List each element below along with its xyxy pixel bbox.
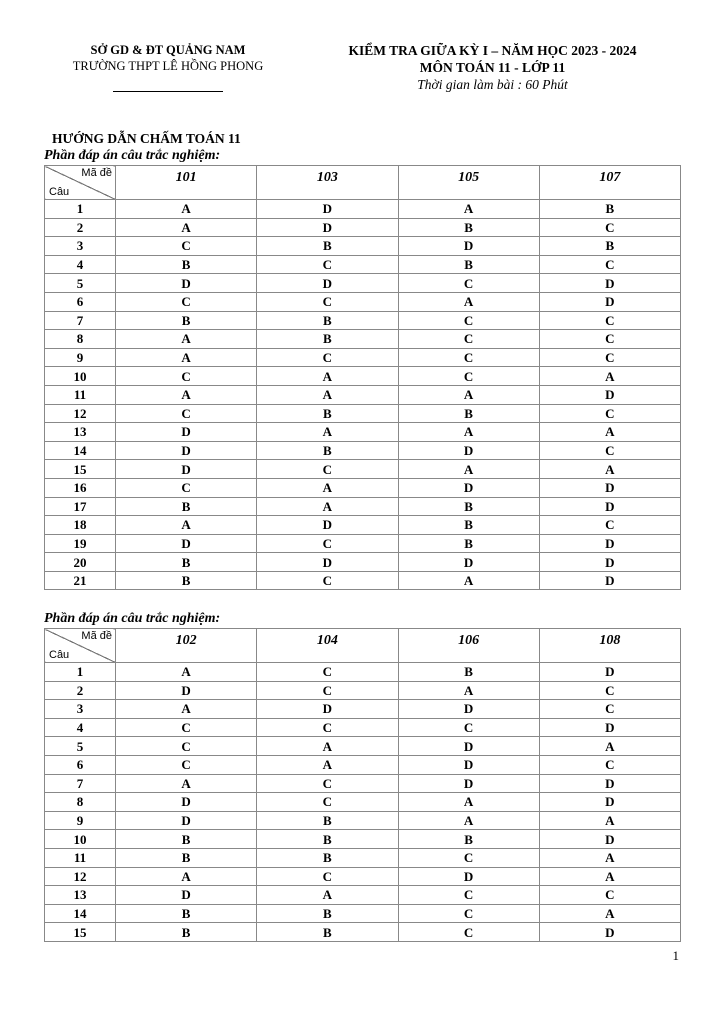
answer-cell: B (116, 497, 257, 516)
answer-cell: C (398, 274, 539, 293)
table-row (45, 255, 681, 274)
answer-cell: C (398, 848, 539, 867)
answer-cell: B (257, 330, 398, 349)
table-row (45, 830, 681, 849)
table-row (45, 867, 681, 886)
answer-cell: D (116, 534, 257, 553)
exam-code-header: 107 (539, 166, 680, 200)
answer-cell: C (539, 255, 680, 274)
answer-cell: A (116, 774, 257, 793)
answer-cell: B (116, 848, 257, 867)
answer-cell: C (257, 681, 398, 700)
answer-cell: C (116, 367, 257, 386)
question-number: 9 (45, 811, 116, 830)
answer-cell: C (539, 886, 680, 905)
answer-cell: C (398, 904, 539, 923)
answer-cell: D (257, 516, 398, 535)
answer-cell: C (257, 718, 398, 737)
answer-cell: C (257, 663, 398, 682)
question-number: 3 (45, 700, 116, 719)
answer-cell: B (257, 904, 398, 923)
question-number: 6 (45, 755, 116, 774)
answer-cell: B (116, 923, 257, 942)
answer-cell: B (257, 404, 398, 423)
answer-cell: A (539, 737, 680, 756)
answer-cell: C (257, 255, 398, 274)
answer-cell: D (539, 718, 680, 737)
table-row (45, 755, 681, 774)
answer-cell: A (398, 571, 539, 590)
exam-code-header: 108 (539, 629, 680, 663)
answer-cell: D (398, 774, 539, 793)
table-row (45, 497, 681, 516)
answer-cell: C (539, 348, 680, 367)
answer-cell: B (257, 311, 398, 330)
answer-cell: D (398, 441, 539, 460)
answer-cell: D (539, 663, 680, 682)
answer-cell: B (539, 237, 680, 256)
department-name: SỞ GD & ĐT QUẢNG NAM (90, 43, 246, 57)
question-number: 7 (45, 774, 116, 793)
exam-code-header: 105 (398, 166, 539, 200)
answer-cell: D (539, 274, 680, 293)
header-divider (113, 91, 223, 92)
answer-cell: C (539, 330, 680, 349)
answer-cell: C (116, 737, 257, 756)
answer-cell: B (398, 255, 539, 274)
question-number: 11 (45, 385, 116, 404)
answer-cell: A (257, 886, 398, 905)
table-row (45, 311, 681, 330)
answer-cell: D (398, 700, 539, 719)
answer-cell: D (116, 793, 257, 812)
answer-cell: C (257, 348, 398, 367)
answer-cell: A (116, 218, 257, 237)
question-number: 13 (45, 423, 116, 442)
answer-cell: D (539, 292, 680, 311)
answer-cell: C (116, 755, 257, 774)
question-number: 18 (45, 516, 116, 535)
section-label-1: Phần đáp án câu trắc nghiệm: (44, 148, 221, 163)
answer-cell: A (398, 385, 539, 404)
question-number: 7 (45, 311, 116, 330)
table-row (45, 478, 681, 497)
table-row (45, 404, 681, 423)
answer-cell: D (116, 423, 257, 442)
answer-cell: C (539, 311, 680, 330)
answer-cell: D (257, 700, 398, 719)
table-row (45, 923, 681, 942)
answer-cell: C (398, 330, 539, 349)
exam-duration: Thời gian làm bài : 60 Phút (417, 77, 568, 92)
exam-title: KIỂM TRA GIỮA KỲ I – NĂM HỌC 2023 - 2024 (348, 43, 637, 58)
answer-cell: A (539, 423, 680, 442)
answer-cell: D (398, 755, 539, 774)
table-row (45, 348, 681, 367)
answer-cell: D (539, 830, 680, 849)
answer-cell: A (539, 460, 680, 479)
answer-cell: A (398, 811, 539, 830)
answer-cell: D (539, 774, 680, 793)
corner-cell (45, 166, 116, 200)
answer-cell: D (116, 274, 257, 293)
answer-cell: C (116, 292, 257, 311)
question-number: 16 (45, 478, 116, 497)
answer-cell: A (257, 755, 398, 774)
answer-cell: A (116, 385, 257, 404)
answer-cell: C (257, 534, 398, 553)
answer-cell: C (539, 516, 680, 535)
table-row (45, 534, 681, 553)
answer-cell: B (398, 497, 539, 516)
answer-cell: B (257, 237, 398, 256)
answer-cell: A (257, 367, 398, 386)
question-number: 3 (45, 237, 116, 256)
table-row (45, 700, 681, 719)
question-number: 14 (45, 904, 116, 923)
answer-cell: B (257, 848, 398, 867)
answer-cell: B (398, 516, 539, 535)
answer-cell: A (539, 811, 680, 830)
table-row (45, 663, 681, 682)
question-number: 6 (45, 292, 116, 311)
answer-table-1 (44, 165, 681, 590)
table-header-row (45, 629, 681, 663)
answer-cell: C (398, 348, 539, 367)
question-number: 10 (45, 830, 116, 849)
answer-cell: C (398, 886, 539, 905)
answer-cell: D (539, 793, 680, 812)
answer-cell: B (539, 200, 680, 219)
table-row (45, 571, 681, 590)
answer-cell: A (257, 497, 398, 516)
answer-cell: C (257, 793, 398, 812)
answer-cell: C (539, 681, 680, 700)
answer-cell: A (539, 848, 680, 867)
answer-cell: D (398, 737, 539, 756)
answer-cell: C (398, 923, 539, 942)
answer-cell: A (257, 423, 398, 442)
table-row (45, 460, 681, 479)
table-row (45, 681, 681, 700)
answer-cell: A (398, 460, 539, 479)
answer-cell: D (398, 237, 539, 256)
school-name: TRƯỜNG THPT LÊ HỒNG PHONG (72, 59, 264, 73)
section-label-2: Phần đáp án câu trắc nghiệm: (44, 611, 221, 626)
answer-cell: B (116, 255, 257, 274)
answer-cell: D (116, 441, 257, 460)
table-row (45, 237, 681, 256)
answer-cell: A (116, 330, 257, 349)
code-header-label: Mã đề (81, 630, 112, 642)
answer-cell: A (398, 292, 539, 311)
table-row (45, 367, 681, 386)
question-number: 20 (45, 553, 116, 572)
question-number: 13 (45, 886, 116, 905)
question-number: 15 (45, 460, 116, 479)
table-row (45, 848, 681, 867)
table-row (45, 274, 681, 293)
question-number: 4 (45, 718, 116, 737)
table-row (45, 904, 681, 923)
answer-cell: A (116, 516, 257, 535)
answer-cell: A (398, 200, 539, 219)
question-number: 11 (45, 848, 116, 867)
answer-cell: C (539, 700, 680, 719)
answer-cell: D (539, 571, 680, 590)
answer-cell: C (539, 218, 680, 237)
answer-cell: D (539, 923, 680, 942)
answer-cell: A (398, 793, 539, 812)
answer-cell: A (539, 867, 680, 886)
table-row (45, 441, 681, 460)
table-row (45, 774, 681, 793)
answer-table-2 (44, 628, 681, 942)
table-row (45, 423, 681, 442)
answer-cell: A (116, 663, 257, 682)
table-row (45, 330, 681, 349)
answer-cell: A (398, 423, 539, 442)
table-row (45, 516, 681, 535)
question-header-label: Câu (49, 649, 70, 661)
answer-cell: D (539, 478, 680, 497)
page-number: 1 (672, 948, 679, 963)
answer-cell: D (539, 497, 680, 516)
answer-cell: D (116, 886, 257, 905)
exam-code-header: 101 (116, 166, 257, 200)
question-number: 5 (45, 274, 116, 293)
answer-cell: C (257, 571, 398, 590)
answer-cell: C (116, 718, 257, 737)
answer-cell: D (257, 553, 398, 572)
question-number: 2 (45, 681, 116, 700)
answer-cell: B (398, 663, 539, 682)
answer-cell: A (257, 737, 398, 756)
answer-cell: C (257, 867, 398, 886)
answer-cell: C (116, 237, 257, 256)
answer-cell: C (398, 718, 539, 737)
question-number: 4 (45, 255, 116, 274)
table-row (45, 553, 681, 572)
answer-cell: A (116, 348, 257, 367)
table-row (45, 200, 681, 219)
question-number: 14 (45, 441, 116, 460)
answer-cell: B (398, 404, 539, 423)
table-row (45, 793, 681, 812)
answer-cell: B (116, 904, 257, 923)
answer-cell: B (116, 553, 257, 572)
answer-cell: D (398, 553, 539, 572)
question-number: 12 (45, 404, 116, 423)
answer-cell: D (116, 681, 257, 700)
answer-cell: B (257, 441, 398, 460)
code-header-label: Mã đề (81, 167, 112, 179)
answer-cell: D (116, 460, 257, 479)
subject-title: MÔN TOÁN 11 - LỚP 11 (419, 60, 566, 75)
question-number: 1 (45, 663, 116, 682)
question-number: 10 (45, 367, 116, 386)
answer-cell: B (257, 830, 398, 849)
answer-cell: C (257, 460, 398, 479)
answer-cell: C (116, 478, 257, 497)
answer-cell: A (398, 681, 539, 700)
question-number: 19 (45, 534, 116, 553)
answer-cell: D (539, 553, 680, 572)
answer-cell: A (257, 478, 398, 497)
table-row (45, 811, 681, 830)
question-number: 2 (45, 218, 116, 237)
question-header-label: Câu (49, 186, 70, 198)
answer-cell: D (116, 811, 257, 830)
guide-title: HƯỚNG DẪN CHẤM TOÁN 11 (52, 131, 241, 146)
answer-cell: D (257, 200, 398, 219)
answer-cell: C (539, 404, 680, 423)
answer-cell: D (398, 867, 539, 886)
answer-cell: B (398, 218, 539, 237)
question-number: 12 (45, 867, 116, 886)
table-row (45, 218, 681, 237)
answer-cell: C (539, 755, 680, 774)
exam-code-header: 106 (398, 629, 539, 663)
table-row (45, 737, 681, 756)
question-number: 8 (45, 330, 116, 349)
answer-cell: D (257, 274, 398, 293)
question-number: 15 (45, 923, 116, 942)
answer-cell: B (257, 811, 398, 830)
answer-cell: A (257, 385, 398, 404)
question-number: 5 (45, 737, 116, 756)
answer-cell: A (116, 700, 257, 719)
answer-cell: A (539, 904, 680, 923)
header-right (325, 42, 660, 93)
answer-cell: C (398, 367, 539, 386)
exam-code-header: 103 (257, 166, 398, 200)
question-number: 17 (45, 497, 116, 516)
answer-cell: A (116, 867, 257, 886)
header-left (48, 42, 288, 92)
answer-cell: C (398, 311, 539, 330)
table-row (45, 718, 681, 737)
table-row (45, 292, 681, 311)
answer-cell: A (539, 367, 680, 386)
question-number: 9 (45, 348, 116, 367)
answer-cell: B (116, 571, 257, 590)
question-number: 8 (45, 793, 116, 812)
answer-cell: D (398, 478, 539, 497)
answer-cell: D (257, 218, 398, 237)
answer-cell: B (116, 311, 257, 330)
answer-cell: B (398, 830, 539, 849)
answer-cell: C (257, 292, 398, 311)
answer-cell: B (398, 534, 539, 553)
answer-cell: C (539, 441, 680, 460)
answer-cell: D (539, 534, 680, 553)
exam-code-header: 104 (257, 629, 398, 663)
answer-cell: B (116, 830, 257, 849)
question-number: 21 (45, 571, 116, 590)
answer-cell: A (116, 200, 257, 219)
table-row (45, 886, 681, 905)
table-header-row (45, 166, 681, 200)
answer-cell: D (539, 385, 680, 404)
answer-cell: C (257, 774, 398, 793)
question-number: 1 (45, 200, 116, 219)
answer-cell: B (257, 923, 398, 942)
table-row (45, 385, 681, 404)
corner-cell (45, 629, 116, 663)
answer-cell: C (116, 404, 257, 423)
exam-code-header: 102 (116, 629, 257, 663)
